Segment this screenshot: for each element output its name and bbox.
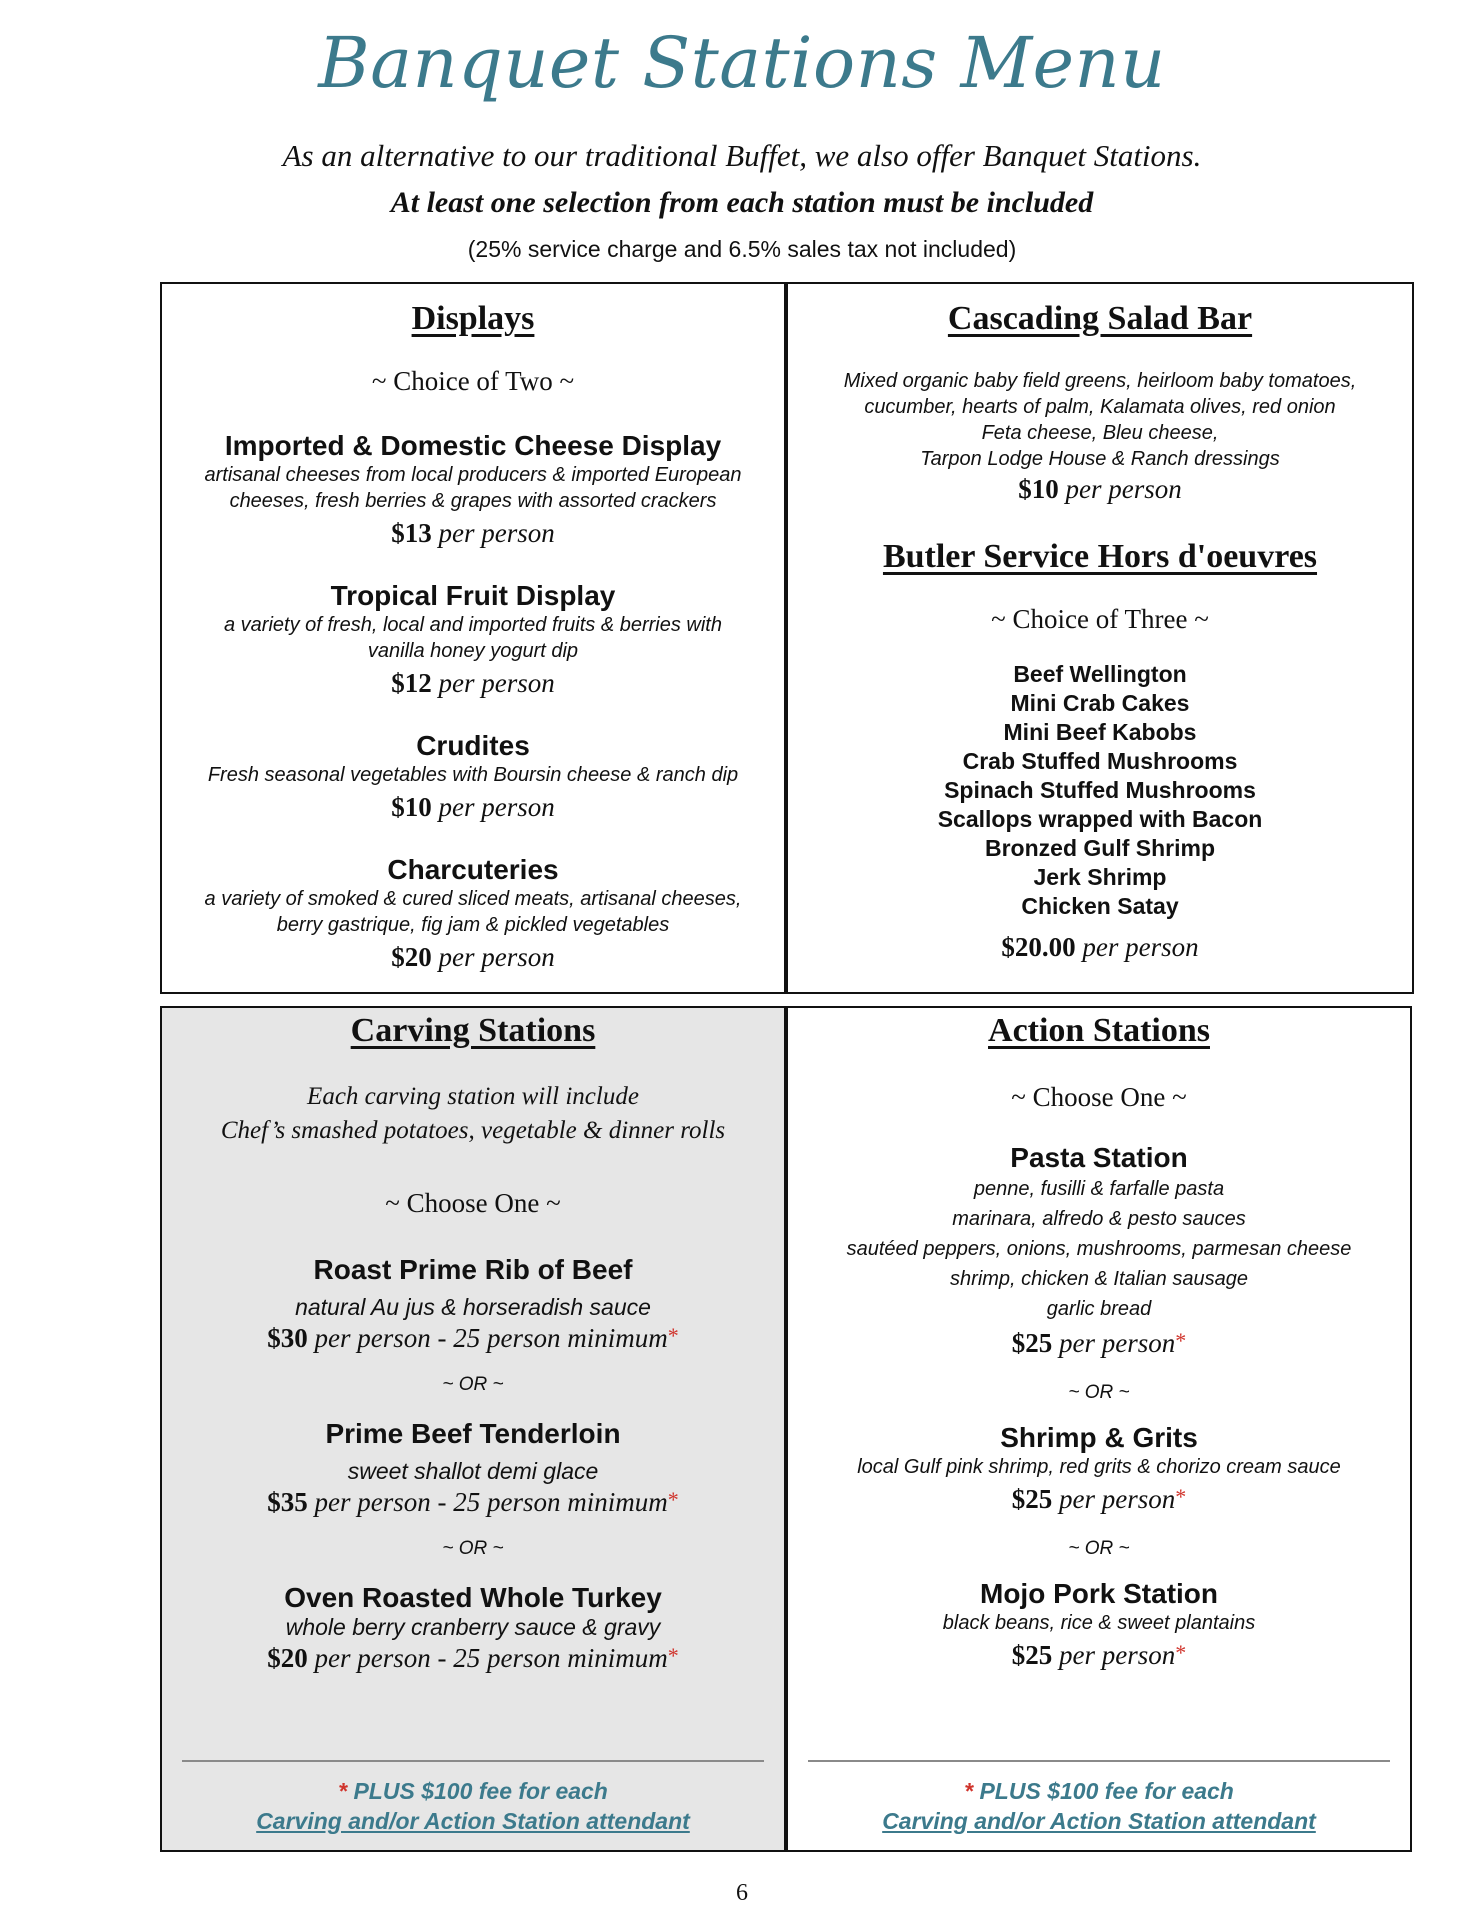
- price-unit: per person: [1082, 932, 1199, 962]
- list-item: Jerk Shrimp: [1033, 864, 1167, 890]
- item-desc: sautéed peppers, onions, mushrooms, parmesan cheese: [846, 1238, 1352, 1260]
- salad-hors-panel: [786, 282, 1414, 994]
- menu-item: [162, 1582, 784, 1674]
- note-line: Chef’s smashed potatoes, vegetable & dinner rolls: [220, 1117, 726, 1144]
- item-price: [788, 1640, 1410, 1671]
- menu-item: [788, 1422, 1410, 1515]
- list-item: Mini Beef Kabobs: [1003, 719, 1197, 745]
- item-desc: vanilla honey yogurt dip: [367, 640, 579, 662]
- hors-choice: ~ Choice of Three ~: [991, 604, 1209, 634]
- list-item: Scallops wrapped with Bacon: [937, 806, 1263, 832]
- price-amount: $10: [1018, 474, 1059, 504]
- price-amount: $30: [267, 1323, 308, 1353]
- item-name: Imported & Domestic Cheese Display: [224, 430, 722, 461]
- or-separator: ~ OR ~: [442, 1538, 504, 1559]
- displays-panel: [160, 282, 786, 994]
- requirement-text: At least one selection from each station must be included: [390, 186, 1094, 219]
- carving-panel: [160, 1006, 786, 1852]
- price-amount: $20: [391, 942, 432, 972]
- item-desc: penne, fusilli & farfalle pasta: [973, 1178, 1225, 1200]
- item-desc: whole berry cranberry sauce & gravy: [285, 1614, 661, 1640]
- divider: [182, 1760, 764, 1762]
- note-line: Each carving station will include: [307, 1083, 639, 1110]
- price-amount: $25: [1011, 1328, 1053, 1358]
- salad-line: cucumber, hearts of palm, Kalamata olives, red onion: [864, 396, 1336, 418]
- item-price: [162, 1643, 784, 1674]
- item-desc: cheeses, fresh berries & grapes with assorted crackers: [229, 490, 717, 512]
- asterisk: *: [1175, 1328, 1187, 1353]
- action-heading: Action Stations: [988, 1012, 1210, 1049]
- menu-item: [788, 1142, 1410, 1359]
- item-price: [162, 668, 784, 699]
- item-desc: artisanal cheeses from local producers & imported European: [204, 464, 742, 486]
- salad-line: Mixed organic baby field greens, heirloom baby tomatoes,: [843, 370, 1357, 392]
- item-name: Charcuteries: [387, 854, 559, 885]
- divider: [808, 1760, 1390, 1762]
- item-name: Prime Beef Tenderloin: [325, 1418, 621, 1449]
- page-number: 6: [736, 1880, 748, 1906]
- fee-line: Carving and/or Action Station attendant: [882, 1808, 1316, 1834]
- item-name: Pasta Station: [1010, 1142, 1188, 1173]
- price-unit: per person: [1059, 1484, 1176, 1514]
- item-desc: Fresh seasonal vegetables with Boursin cheese & ranch dip: [207, 764, 739, 786]
- item-desc: local Gulf pink shrimp, red grits & chorizo cream sauce: [857, 1456, 1341, 1478]
- item-desc: shrimp, chicken & Italian sausage: [950, 1268, 1248, 1290]
- fee-line: * PLUS $100 fee for each: [964, 1778, 1234, 1804]
- item-desc: a variety of smoked & cured sliced meats, artisanal cheeses,: [204, 888, 742, 910]
- or-separator: ~ OR ~: [1068, 1538, 1130, 1559]
- list-item: Beef Wellington: [1013, 661, 1187, 687]
- list-item: Spinach Stuffed Mushrooms: [944, 777, 1256, 803]
- menu-title: Banquet Stations Menu: [318, 22, 1166, 104]
- displays-heading: Displays: [411, 300, 535, 337]
- menu-item: [162, 1418, 784, 1518]
- item-name: Oven Roasted Whole Turkey: [284, 1582, 662, 1613]
- list-item: Mini Crab Cakes: [1010, 690, 1190, 716]
- salad-description: [788, 368, 1412, 505]
- item-desc: sweet shallot demi glace: [347, 1458, 599, 1484]
- asterisk: *: [1175, 1484, 1187, 1509]
- price-unit: per person: [438, 518, 555, 548]
- displays-choice: ~ Choice of Two ~: [371, 366, 575, 396]
- or-separator: ~ OR ~: [1068, 1382, 1130, 1403]
- item-desc: berry gastrique, fig jam & pickled vegetables: [276, 914, 670, 936]
- menu-item: [162, 580, 784, 699]
- price-amount: $20: [267, 1643, 308, 1673]
- carving-heading: Carving Stations: [350, 1012, 596, 1049]
- salad-line: Feta cheese, Bleu cheese,: [981, 422, 1219, 444]
- asterisk: *: [667, 1323, 679, 1348]
- item-name: Shrimp & Grits: [1000, 1422, 1198, 1453]
- item-desc: natural Au jus & horseradish sauce: [295, 1294, 651, 1320]
- carving-note: [162, 1080, 784, 1148]
- charges-text: (25% service charge and 6.5% sales tax not included): [467, 236, 1017, 262]
- price-unit: per person: [1065, 474, 1182, 504]
- item-price: [788, 1484, 1410, 1515]
- salad-line: Tarpon Lodge House & Ranch dressings: [920, 448, 1280, 470]
- salad-heading: Cascading Salad Bar: [947, 300, 1253, 337]
- price-amount: $25: [1011, 1640, 1053, 1670]
- item-price: [162, 792, 784, 823]
- attendant-fee-note: [788, 1776, 1410, 1836]
- list-item: Chicken Satay: [1021, 893, 1179, 919]
- price-amount: $20.00: [1001, 932, 1076, 962]
- item-name: Roast Prime Rib of Beef: [313, 1254, 633, 1285]
- menu-item: [162, 730, 784, 823]
- asterisk: *: [338, 1778, 348, 1804]
- fee-line: Carving and/or Action Station attendant: [256, 1808, 690, 1834]
- action-choice: ~ Choose One ~: [1011, 1082, 1187, 1112]
- item-desc: garlic bread: [1046, 1298, 1152, 1320]
- asterisk: *: [1175, 1640, 1187, 1665]
- price-unit: per person: [438, 668, 555, 698]
- item-price: [162, 1487, 784, 1518]
- attendant-fee-note: [162, 1776, 784, 1836]
- hors-heading: Butler Service Hors d'oeuvres: [882, 538, 1318, 575]
- carving-choice: ~ Choose One ~: [385, 1188, 561, 1218]
- menu-item: [162, 854, 784, 973]
- or-separator: ~ OR ~: [442, 1374, 504, 1395]
- menu-item: [162, 1254, 784, 1354]
- price-unit: per person: [438, 792, 555, 822]
- item-name: Tropical Fruit Display: [330, 580, 616, 611]
- item-price: [162, 1323, 784, 1354]
- price-unit: per person - 25 person minimum: [314, 1487, 668, 1517]
- item-name: Mojo Pork Station: [980, 1578, 1218, 1609]
- price-unit: per person: [1059, 1328, 1176, 1358]
- asterisk: *: [667, 1643, 679, 1668]
- price-amount: $10: [391, 792, 432, 822]
- price-unit: per person - 25 person minimum: [314, 1323, 668, 1353]
- item-price: [162, 518, 784, 549]
- price-unit: per person: [1059, 1640, 1176, 1670]
- item-name: Crudites: [416, 730, 530, 761]
- price-unit: per person: [438, 942, 555, 972]
- salad-price: [788, 474, 1412, 505]
- item-price: [788, 1328, 1410, 1359]
- list-item: Bronzed Gulf Shrimp: [985, 835, 1215, 861]
- hors-list: [788, 660, 1412, 921]
- action-panel: [786, 1006, 1412, 1852]
- price-amount: $25: [1011, 1484, 1053, 1514]
- fee-line: * PLUS $100 fee for each: [338, 1778, 608, 1804]
- item-price: [162, 942, 784, 973]
- price-unit: per person - 25 person minimum: [314, 1643, 668, 1673]
- list-item: Crab Stuffed Mushrooms: [962, 748, 1238, 774]
- price-amount: $12: [391, 668, 432, 698]
- menu-item: [162, 430, 784, 549]
- hors-price: [788, 932, 1412, 963]
- price-amount: $13: [391, 518, 432, 548]
- item-desc: a variety of fresh, local and imported fruits & berries with: [224, 614, 722, 636]
- asterisk: *: [667, 1487, 679, 1512]
- item-desc: black beans, rice & sweet plantains: [942, 1612, 1256, 1634]
- intro-text: As an alternative to our traditional Buffet, we also offer Banquet Stations.: [282, 138, 1202, 173]
- item-desc: marinara, alfredo & pesto sauces: [952, 1208, 1246, 1230]
- price-amount: $35: [267, 1487, 308, 1517]
- menu-item: [788, 1578, 1410, 1671]
- asterisk: *: [964, 1778, 974, 1804]
